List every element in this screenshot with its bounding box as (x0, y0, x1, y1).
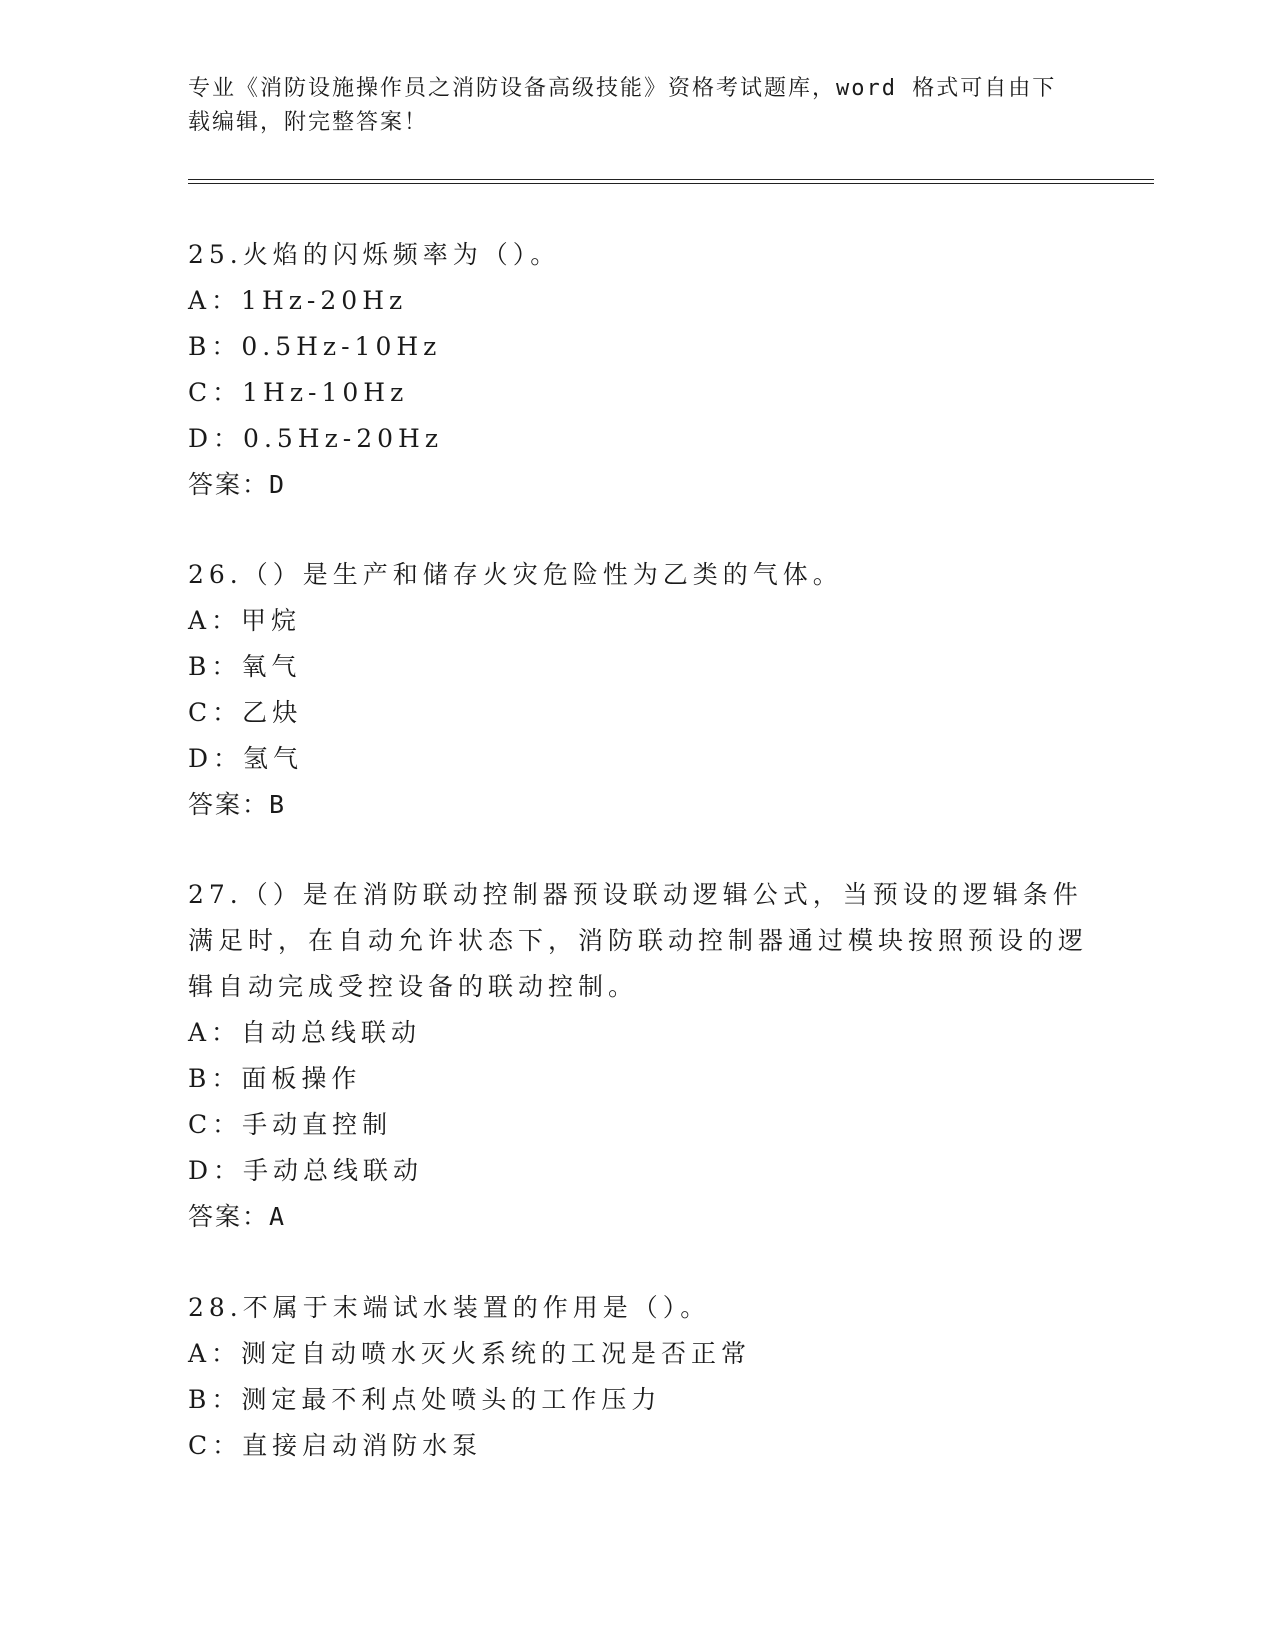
question-26 (188, 552, 1088, 828)
option-a: A：1Hz-20Hz (188, 286, 408, 315)
question-28 (188, 1285, 1088, 1469)
option-a: A：甲烷 (188, 606, 302, 635)
option-c: C：1Hz-10Hz (188, 378, 409, 407)
document-intro: 专业《消防设施操作员之消防设备高级技能》资格考试题库，word 格式可自由下载编辑，附完整答案！ (188, 76, 1057, 135)
question-stem: 28.不属于末端试水装置的作用是（）。 (188, 1293, 711, 1322)
answer: 答案：A (188, 1202, 287, 1231)
option-c: C：手动直控制 (188, 1110, 393, 1139)
option-c: C：直接启动消防水泵 (188, 1431, 483, 1460)
question-25 (188, 232, 1088, 508)
header-rule-top (188, 179, 1154, 180)
answer: 答案：B (188, 790, 287, 819)
option-b: B：氧气 (188, 652, 302, 681)
option-a: A：测定自动喷水灭火系统的工况是否正常 (188, 1339, 752, 1368)
option-a: A：自动总线联动 (188, 1018, 422, 1047)
question-stem: 26.（）是生产和储存火灾危险性为乙类的气体。 (188, 560, 843, 589)
question-27 (188, 872, 1088, 1240)
option-d: D：0.5Hz-20Hz (188, 424, 444, 453)
question-stem: 25.火焰的闪烁频率为（）。 (188, 240, 561, 269)
question-stem: 27.（）是在消防联动控制器预设联动逻辑公式，当预设的逻辑条件满足时，在自动允许状态下，消防联动控制器通过模块按照预设的逻辑自动完成受控设备的联动控制。 (188, 880, 1089, 1001)
answer: 答案：D (188, 470, 287, 499)
option-b: B：测定最不利点处喷头的工作压力 (188, 1385, 662, 1414)
option-c: C：乙炔 (188, 698, 303, 727)
option-b: B：0.5Hz-10Hz (188, 332, 442, 361)
option-b: B：面板操作 (188, 1064, 362, 1093)
option-d: D：氢气 (188, 744, 304, 773)
header-rule-bottom (188, 183, 1154, 184)
option-d: D：手动总线联动 (188, 1156, 424, 1185)
